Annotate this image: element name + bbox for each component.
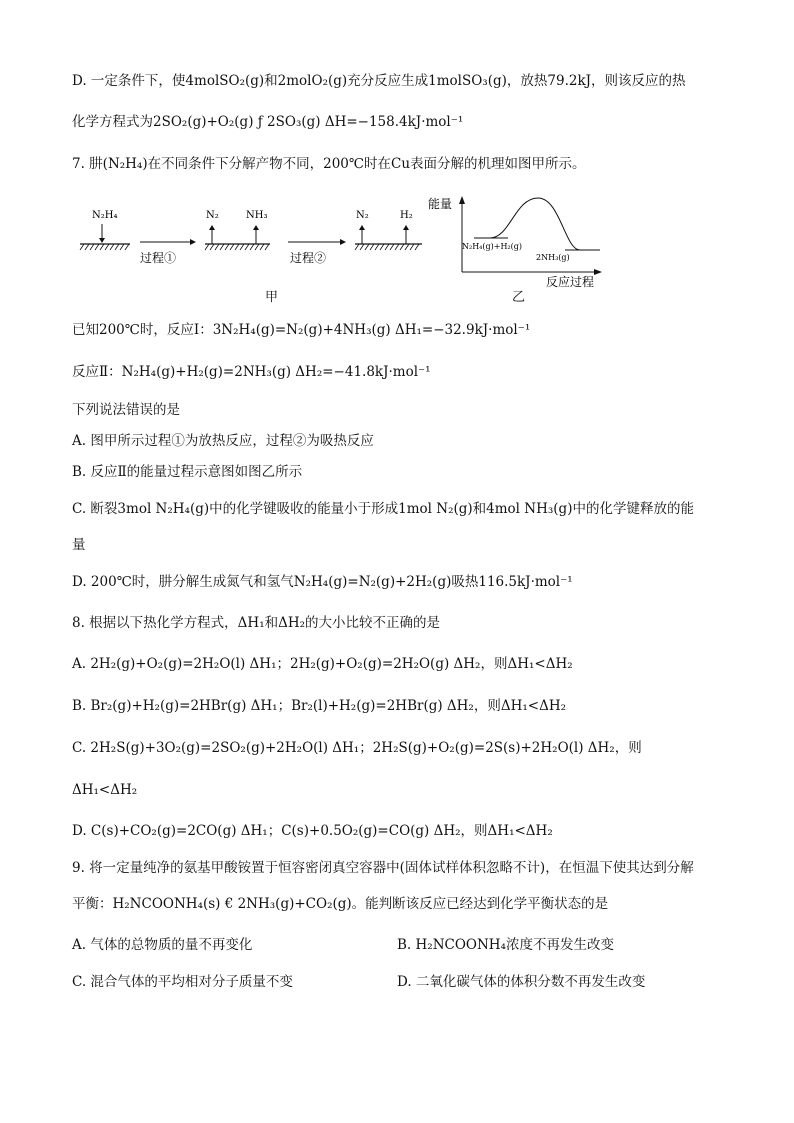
figure-jia-label: 甲 (265, 290, 279, 305)
mechanism-diagram (60, 192, 620, 302)
n2-label-2: N₂ (356, 210, 369, 221)
question-9-stem-line2: 平衡：H₂NCOONH₄(s) € 2NH₃(g)+CO₂(g)。能判断该反应已经达到化学平衡状态的是 (72, 896, 609, 912)
q8-option-c-line2: ΔH₁<ΔH₂ (72, 782, 138, 798)
process-2-label: 过程② (290, 251, 327, 265)
q8-option-d: D. C(s)+CO₂(g)=2CO(g) ΔH₁；C(s)+0.5O₂(g)=CO(g) ΔH₂，则ΔH₁<ΔH₂ (72, 823, 553, 839)
question-7-stem: 7. 肼(N₂H₄)在不同条件下分解产物不同，200℃时在Cu表面分解的机理如图甲所示。 (72, 156, 586, 172)
n2-label-1: N₂ (206, 210, 219, 221)
q9-option-d: D. 二氧化碳气体的体积分数不再发生改变 (397, 974, 646, 990)
q8-option-a: A. 2H₂(g)+O₂(g)=2H₂O(l) ΔH₁；2H₂(g)+O₂(g)=2H₂O(g) ΔH₂，则ΔH₁<ΔH₂ (72, 656, 573, 672)
energy-axis-label: 能量 (428, 197, 453, 211)
products-label: 2NH₃(g) (536, 253, 570, 262)
q8-option-c-line1: C. 2H₂S(g)+3O₂(g)=2SO₂(g)+2H₂O(l) ΔH₁；2H₂S(g)+O₂(g)=2S(s)+2H₂O(l) ΔH₂，则 (72, 740, 642, 756)
question-8-stem: 8. 根据以下热化学方程式，ΔH₁和ΔH₂的大小比较不正确的是 (72, 615, 441, 631)
reaction-progress-label: 反应过程 (546, 275, 595, 289)
q7-option-c-line1: C. 断裂3mol N₂H₄(g)中的化学键吸收的能量小于形成1mol N₂(g)和4mol NH₃(g)中的化学键释放的能 (72, 501, 694, 517)
q6-option-d-line1: D. 一定条件下，使4molSO₂(g)和2molO₂(g)充分反应生成1molSO₃(g)，放热79.2kJ，则该反应的热 (72, 73, 686, 89)
nh3-label: NH₃ (246, 210, 268, 221)
q7-option-a: A. 图甲所示过程①为放热反应，过程②为吸热反应 (72, 433, 374, 449)
question-9-stem-line1: 9. 将一定量纯净的氨基甲酸铵置于恒容密闭真空容器中(固体试样体积忽略不计)，在恒温下使其达到分解 (72, 860, 694, 876)
q9-option-c: C. 混合气体的平均相对分子质量不变 (72, 974, 293, 990)
process-1-label: 过程① (140, 251, 177, 265)
reactants-label: N₂H₄(g)+H₂(g) (462, 242, 523, 251)
q7-option-b: B. 反应Ⅱ的能量过程示意图如图乙所示 (72, 464, 303, 480)
q7-option-c-line2: 量 (72, 537, 86, 553)
q7-option-d: D. 200℃时，肼分解生成氮气和氢气N₂H₄(g)=N₂(g)+2H₂(g)吸热116.5kJ·mol⁻¹ (72, 574, 573, 590)
figure-jia-yi (60, 192, 620, 306)
known-reaction-1: 已知200℃时，反应Ⅰ：3N₂H₄(g)=N₂(g)+4NH₃(g) ΔH₁=−32.9kJ·mol⁻¹ (72, 322, 531, 338)
q6-option-d-line2: 化学方程式为2SO₂(g)+O₂(g) ƒ 2SO₃(g) ΔH=−158.4kJ·mol⁻¹ (72, 114, 464, 130)
n2h4-label: N₂H₄ (92, 210, 118, 221)
h2-label: H₂ (400, 210, 413, 221)
q9-option-b: B. H₂NCOONH₄浓度不再发生改变 (397, 937, 614, 953)
q8-option-b: B. Br₂(g)+H₂(g)=2HBr(g) ΔH₁；Br₂(l)+H₂(g)=2HBr(g) ΔH₂，则ΔH₁<ΔH₂ (72, 698, 567, 714)
known-reaction-2: 反应Ⅱ：N₂H₄(g)+H₂(g)=2NH₃(g) ΔH₂=−41.8kJ·mol⁻¹ (72, 364, 431, 380)
q9-option-a: A. 气体的总物质的量不再变化 (72, 937, 253, 953)
figure-yi-label: 乙 (512, 290, 526, 305)
question-7-ask: 下列说法错误的是 (72, 402, 180, 418)
